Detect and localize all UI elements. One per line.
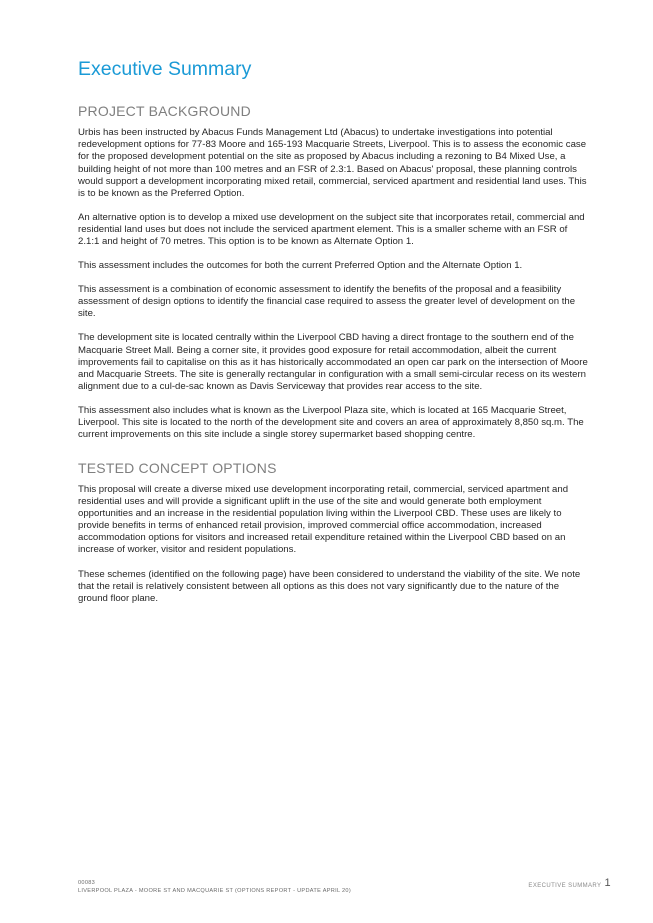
paragraph: This assessment includes the outcomes for both the current Preferred Option and the Alternate Option 1.: [78, 260, 523, 272]
paragraph: This assessment is a combination of economic assessment to identify the benefits of the proposal and a feasibility assessment of design options to identify the financial case required to assess the greater level of development on the site.: [78, 284, 576, 320]
paragraph: This proposal will create a diverse mixed use development incorporating retail, commercial, serviced apartment and residential uses and will provide a significant uplift in the use of the site and would generate both employment opportunities and an increase in the residential population living within the Liverpool CBD. These uses are likely to provide benefits in terms of enhanced retail provision, improved commercial office accommodation, increased accommodation options for visitors and increased retail expenditure retained within the Liverpool CBD based on an increase of worker, visitor and resident populations.: [78, 483, 569, 556]
footer-page-label: [528, 878, 611, 889]
section-project-background: [78, 103, 590, 441]
paragraph: An alternative option is to develop a mixed use development on the subject site that incorporates retail, commercial and residential land uses but does not include the serviced apartment element. This is a smaller scheme with an FSR of 2.1:1 and height of 70 metres. This option is to be known as Alternate Option 1.: [78, 211, 585, 247]
page-number: 1: [604, 877, 611, 889]
page-title: Executive Summary: [78, 58, 252, 80]
footer-reference: LIVERPOOL PLAZA - MOORE ST AND MACQUARIE ST (OPTIONS REPORT - UPDATE APRIL 20): [78, 887, 351, 894]
section-heading: PROJECT BACKGROUND: [78, 103, 251, 120]
document-page: [78, 58, 590, 617]
footer-reference-block: [78, 880, 351, 895]
paragraph: These schemes (identified on the following page) have been considered to understand the viability of the site. We note that the retail is relatively consistent between all options as this does not vary significantly due to the nature of the ground floor plane.: [78, 568, 581, 604]
paragraph: The development site is located centrally within the Liverpool CBD having a direct frontage to the southern end of the Macquarie Street Mall. Being a corner site, it provides good exposure for retail accommodation, albeit the current improvements fail to capitalise on this as it has historically accommodated an open car park on the intersection of Moore and Macquarie Streets. The site is generally rectangular in configuration with a small semi-circular recess on its western alignment due to a cul-de-sac known as Davis Serviceway that provides rear access to the site.: [78, 332, 588, 392]
section-tested-concept-options: [78, 460, 590, 605]
paragraph: Urbis has been instructed by Abacus Funds Management Ltd (Abacus) to undertake investigations into potential redevelopment options for 77-83 Moore and 165-193 Macquarie Streets, Liverpool. This is to assess the economic case for the proposed development potential on the site as proposed by Abacus including a rezoning to B4 Mixed Use, a building height of not more than 100 metres and an FSR of 2.3:1. Based on Abacus' proposal, these planning controls would support a development incorporating mixed retail, commercial, serviced apartment and residential land uses. This is to be known as the Preferred Option.: [78, 127, 587, 199]
footer-code: 00083: [78, 880, 96, 886]
section-heading: TESTED CONCEPT OPTIONS: [78, 460, 277, 477]
paragraph: This assessment also includes what is known as the Liverpool Plaza site, which is located at 165 Macquarie Street, Liverpool. This site is located to the north of the development site and covers an area of approximately 8,850 sq.m. The current improvements on this site include a single storey supermarket based shopping centre.: [78, 404, 584, 441]
footer-section-label: EXECUTIVE SUMMARY: [528, 883, 602, 889]
